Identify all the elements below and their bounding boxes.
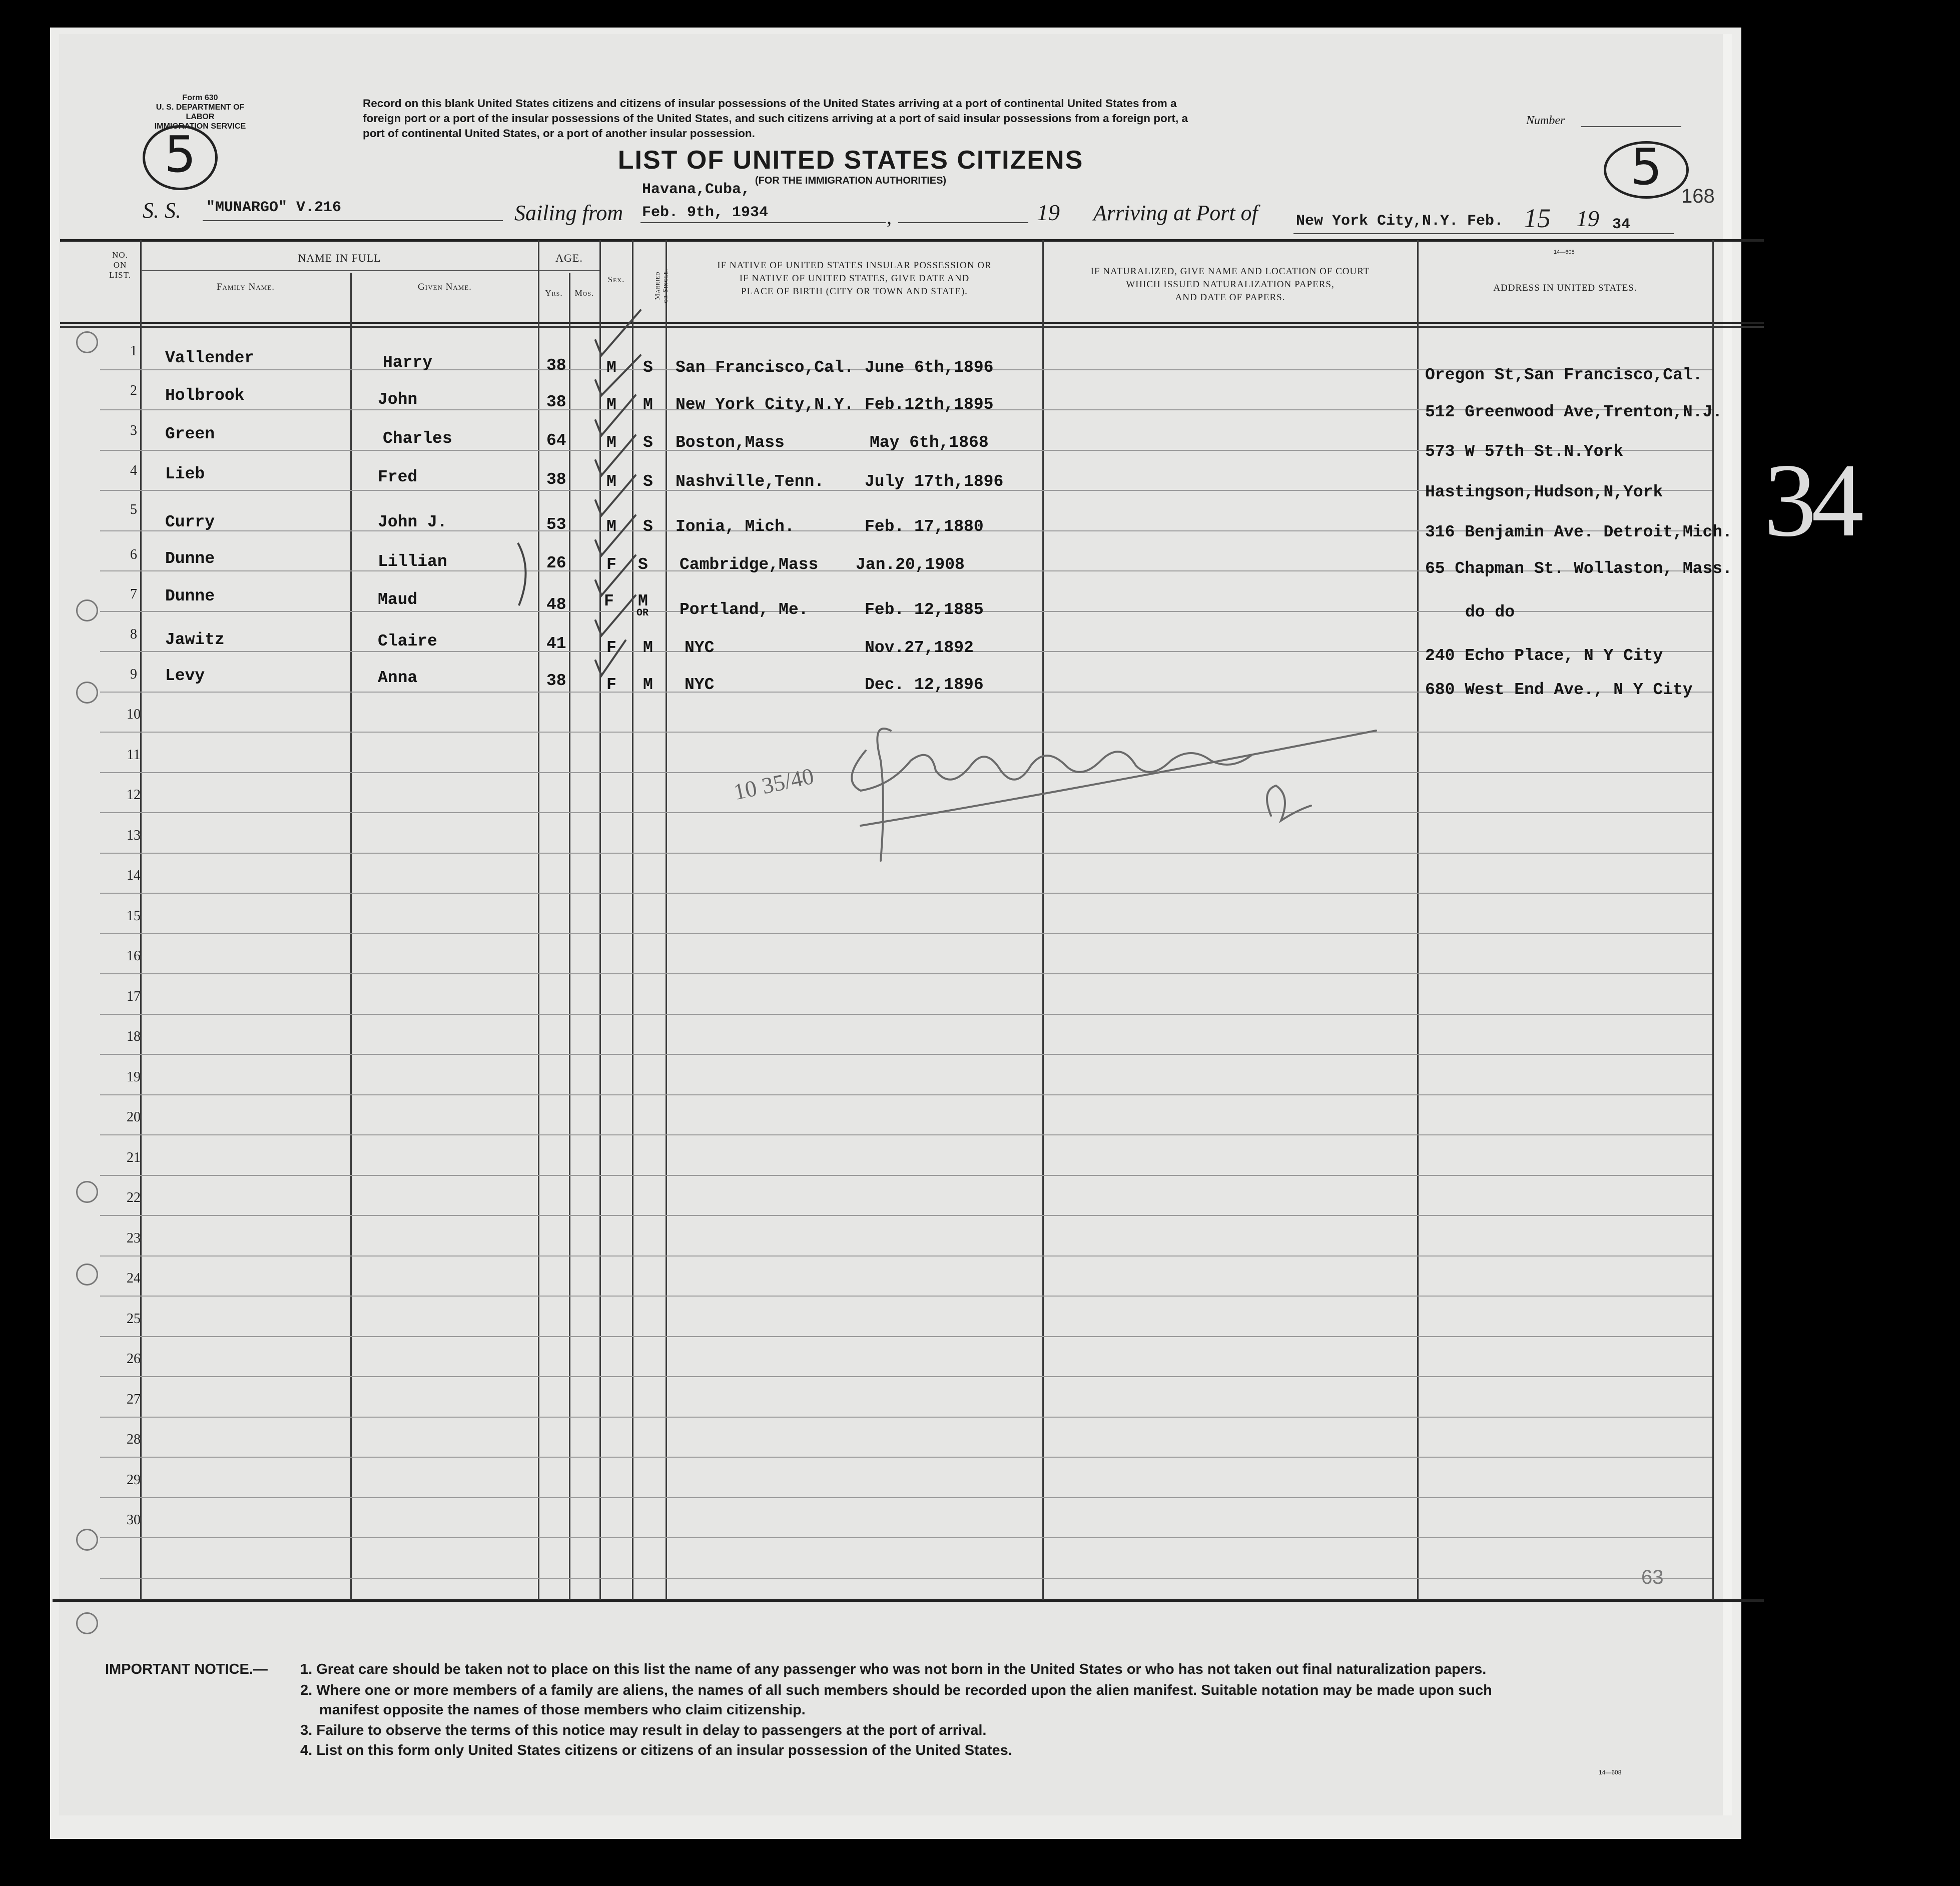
- row-number: 4: [130, 463, 137, 478]
- row-number: 27: [127, 1392, 141, 1407]
- row-number: 26: [127, 1351, 141, 1367]
- address: 240 Echo Place, N Y City: [1425, 647, 1663, 665]
- page-number: 168: [1681, 185, 1715, 207]
- given-name: Anna: [378, 669, 418, 687]
- row-rule: [100, 1094, 1712, 1095]
- birth-date: June 6th,1896: [865, 358, 994, 377]
- family-name: Curry: [165, 513, 215, 531]
- arrival-day: 15: [1524, 203, 1551, 233]
- punch-hole: [76, 599, 98, 621]
- print-code: 14—608: [1554, 249, 1575, 255]
- bracket-mark-icon: [513, 540, 538, 610]
- given-name: John: [378, 390, 418, 409]
- row-rule: [100, 1014, 1712, 1015]
- check-mark-icon: [595, 435, 635, 475]
- family-name: Lieb: [165, 465, 205, 483]
- instruction-line: foreign port or a port of the insular possessions of the United States, and such citizens arriving at a port of said insular possessions from a foreign port, a: [363, 112, 1188, 125]
- marital-status: M: [643, 395, 653, 414]
- row-rule: [100, 1376, 1712, 1377]
- age: 38: [546, 393, 566, 411]
- col-header-birth: IF NATIVE OF UNITED STATES INSULAR POSSESSION OR IF NATIVE OF UNITED STATES, GIVE DATE AND PLACE OF BIRTH (CITY OR TOWN AND STATE).: [717, 260, 992, 297]
- row-number: 17: [127, 989, 141, 1004]
- ship-line: [203, 220, 503, 221]
- table-header-rule-2: [60, 326, 1764, 328]
- age: 38: [546, 356, 566, 375]
- birth-date: Feb. 12,1885: [865, 600, 984, 619]
- handwritten-annotation: 10 35/40: [731, 763, 816, 805]
- marital-status-extra: OR: [636, 607, 649, 619]
- row-rule: [100, 1134, 1712, 1135]
- birth-date: May 6th,1868: [870, 433, 989, 452]
- given-name: Charles: [383, 429, 452, 448]
- birth-date: Jan.20,1908: [856, 555, 965, 574]
- row-rule: [100, 933, 1712, 934]
- sailing-line: [640, 222, 886, 223]
- address: do do: [1465, 603, 1515, 621]
- birth-date: July 17th,1896: [865, 472, 1004, 491]
- row-number: 8: [130, 626, 137, 642]
- col-rule: [538, 240, 539, 1600]
- bottom-page-number: 63: [1641, 1566, 1664, 1588]
- marital-status: S: [638, 555, 648, 574]
- row-number: 9: [130, 667, 137, 682]
- circled-number-left: 5: [143, 125, 218, 190]
- check-mark-icon: [595, 641, 625, 676]
- sex: M: [606, 472, 616, 491]
- row-number: 20: [127, 1109, 141, 1125]
- age: 41: [546, 635, 566, 653]
- row-rule: [100, 1497, 1712, 1498]
- sex: F: [606, 555, 616, 574]
- sex: F: [604, 592, 614, 610]
- birth-place: San Francisco,Cal.: [676, 358, 854, 377]
- age: 48: [546, 595, 566, 614]
- row-number: 2: [130, 383, 137, 398]
- address: Hastingson,Hudson,N,York: [1425, 483, 1663, 501]
- row-number: 28: [127, 1432, 141, 1447]
- check-mark-icon: [595, 475, 635, 515]
- footer-code: 14—608: [1599, 1769, 1622, 1776]
- col-header-mos: Mos.: [574, 288, 594, 298]
- row-number: 14: [127, 868, 141, 883]
- birth-date: Dec. 12,1896: [865, 676, 984, 694]
- row-rule: [100, 1296, 1712, 1297]
- row-rule: [100, 1578, 1712, 1579]
- instruction-line: port of continental United States, or a port of another insular possession.: [363, 127, 755, 140]
- col-rule: [1417, 240, 1419, 1600]
- check-marks: [560, 300, 650, 701]
- row-number: 24: [127, 1271, 141, 1286]
- year-prefix: 19: [1037, 200, 1060, 225]
- col-rule: [666, 240, 667, 1600]
- page-title: LIST OF UNITED STATES CITIZENS: [617, 146, 1084, 175]
- row-number: 6: [130, 547, 137, 562]
- given-name: Maud: [378, 590, 418, 609]
- check-mark-icon: [595, 355, 640, 395]
- col-header-naturalized: IF NATURALIZED, GIVE NAME AND LOCATION OF COURT WHICH ISSUED NATURALIZATION PAPERS, AND DATE OF PAPERS.: [1090, 266, 1370, 303]
- arriving-label: Arriving at Port of: [1093, 201, 1258, 225]
- family-name: Levy: [165, 667, 205, 685]
- family-name: Dunne: [165, 549, 215, 568]
- age: 26: [546, 554, 566, 572]
- check-mark-icon: [595, 595, 635, 636]
- arrival-year-prefix: 19: [1576, 206, 1599, 231]
- row-rule: [100, 1336, 1712, 1337]
- row-rule: [100, 893, 1712, 894]
- manifest-sheet: [59, 34, 1723, 1815]
- number-line: [1581, 126, 1681, 127]
- col-header-yrs: Yrs.: [545, 288, 563, 298]
- address: 512 Greenwood Ave,Trenton,N.J.: [1425, 403, 1723, 421]
- col-header-name: NAME IN FULL: [298, 252, 381, 264]
- col-header-family: Family Name.: [217, 282, 275, 292]
- check-mark-icon: [595, 395, 635, 435]
- row-number: 12: [127, 787, 141, 803]
- age: 53: [546, 515, 566, 534]
- check-mark-icon: [595, 310, 640, 355]
- col-header-no: NO. ON LIST.: [109, 250, 131, 280]
- given-name: Harry: [383, 353, 433, 372]
- punch-hole: [76, 1529, 98, 1551]
- given-name: Fred: [378, 468, 418, 486]
- family-name: Green: [165, 425, 215, 443]
- marital-status: S: [643, 472, 653, 491]
- birth-place: Ionia, Mich.: [676, 517, 795, 536]
- sex: M: [606, 517, 616, 536]
- row-number: 7: [130, 586, 137, 602]
- form-number: Form 630: [182, 94, 218, 102]
- arrival-line: [1293, 233, 1674, 234]
- row-number: 1: [130, 343, 137, 359]
- address: Oregon St,San Francisco,Cal.: [1425, 366, 1703, 384]
- age: 38: [546, 672, 566, 690]
- sailing-label: Sailing from: [514, 201, 623, 225]
- punch-hole: [76, 1264, 98, 1286]
- col-rule: [1042, 240, 1044, 1600]
- birth-place: Boston,Mass: [676, 433, 785, 452]
- row-rule: [100, 1054, 1712, 1055]
- date-blank-line: [898, 222, 1028, 223]
- comma-sep: ,: [887, 206, 892, 228]
- col-header-address: ADDRESS IN UNITED STATES.: [1493, 283, 1637, 293]
- row-rule: [100, 1417, 1712, 1418]
- birth-place: NYC: [685, 676, 715, 694]
- row-number: 30: [127, 1512, 141, 1528]
- age: 64: [546, 431, 566, 450]
- punch-hole: [76, 1612, 98, 1634]
- row-number: 23: [127, 1230, 141, 1246]
- col-header-married: Married or Single.: [654, 268, 670, 303]
- department: U. S. DEPARTMENT OF LABOR: [156, 103, 245, 121]
- arrival-year: 34: [1612, 216, 1631, 233]
- notice-item-1: 1. Great care should be taken not to place on this list the name of any passenger who was not born in the United States or who has not taken out final naturalization papers.: [300, 1661, 1487, 1677]
- birth-place: NYC: [685, 639, 715, 657]
- family-name: Holbrook: [165, 386, 245, 405]
- marital-status: M: [643, 676, 653, 694]
- col-header-age: AGE.: [555, 252, 583, 264]
- birth-place: Portland, Me.: [680, 600, 809, 619]
- row-rule: [100, 1175, 1712, 1176]
- row-number: 21: [127, 1150, 141, 1165]
- row-number: 18: [127, 1029, 141, 1044]
- row-number: 11: [127, 747, 141, 763]
- instruction-line: Record on this blank United States citizens and citizens of insular possessions of the United States arriving at a port of continental United States from a: [363, 97, 1177, 110]
- row-rule: [100, 973, 1712, 974]
- row-number: 3: [130, 423, 137, 438]
- marital-status: S: [643, 433, 653, 452]
- row-number: 13: [127, 828, 141, 843]
- sailing-date: Feb. 9th, 1934: [642, 204, 769, 221]
- address: 680 West End Ave., N Y City: [1425, 681, 1693, 699]
- name-group-rule: [141, 270, 538, 271]
- table-bottom-rule: [53, 1599, 1764, 1602]
- sex: M: [606, 358, 616, 377]
- sex: M: [606, 395, 616, 414]
- row-rule: [100, 1457, 1712, 1458]
- notice-item-3: 3. Failure to observe the terms of this notice may result in delay to passengers at the port of arrival.: [300, 1722, 987, 1738]
- ship-name: "MUNARGO" V.216: [206, 199, 342, 216]
- row-rule: [100, 1537, 1712, 1538]
- punch-hole: [76, 1181, 98, 1203]
- age: 38: [546, 470, 566, 489]
- row-number: 16: [127, 948, 141, 964]
- marital-status: M: [638, 592, 648, 610]
- row-number: 25: [127, 1311, 141, 1327]
- birth-date: Feb. 17,1880: [865, 517, 984, 536]
- col-rule: [1712, 240, 1714, 1600]
- birth-date: Nov.27,1892: [865, 639, 974, 657]
- col-header-sex: Sex.: [607, 275, 625, 284]
- table-header-rule: [60, 322, 1764, 324]
- table-top-rule: [60, 239, 1764, 242]
- punch-hole: [76, 682, 98, 704]
- row-number: 22: [127, 1190, 141, 1205]
- check-mark-icon: [595, 555, 635, 595]
- birth-date: Feb.12th,1895: [865, 395, 994, 414]
- instructions: [363, 96, 1188, 141]
- family-name: Jawitz: [165, 631, 225, 649]
- row-number: 10: [127, 707, 141, 722]
- given-name: Lillian: [378, 552, 447, 571]
- row-number: 19: [127, 1069, 141, 1085]
- given-name: John J.: [378, 513, 447, 531]
- punch-hole: [76, 331, 98, 353]
- circled-number-right: 5: [1604, 141, 1689, 199]
- family-name: Vallender: [165, 349, 255, 367]
- sex: F: [606, 676, 616, 694]
- col-header-given: Given Name.: [418, 282, 472, 292]
- page-subtitle: (FOR THE IMMIGRATION AUTHORITIES): [755, 175, 947, 186]
- birth-place: Nashville,Tenn.: [676, 472, 825, 491]
- age-group-rule: [539, 270, 599, 271]
- row-number: 29: [127, 1472, 141, 1488]
- address: 65 Chapman St. Wollaston, Mass.: [1425, 559, 1732, 578]
- row-rule: [100, 1215, 1712, 1216]
- ss-label: S. S.: [143, 198, 181, 223]
- address: 573 W 57th St.N.York: [1425, 442, 1624, 461]
- side-number: 34: [1764, 442, 1859, 558]
- row-number: 5: [130, 502, 137, 517]
- birth-place: New York City,N.Y.: [676, 395, 854, 414]
- inspector-signature-icon: [721, 701, 1421, 891]
- row-rule: [100, 1255, 1712, 1256]
- notice-item-4: 4. List on this form only United States citizens or citizens of an insular possession of the United States.: [300, 1742, 1012, 1758]
- col-rule: [350, 273, 352, 1600]
- notice-item-2: 2. Where one or more members of a family are aliens, the names of all such members should be recorded upon the alien manifest. Suitable notation may be made upon such: [300, 1682, 1492, 1698]
- address: 316 Benjamin Ave. Detroit,Mich.: [1425, 523, 1732, 541]
- arrival-port: New York City,N.Y. Feb.: [1296, 213, 1504, 230]
- notice-heading: IMPORTANT NOTICE.—: [105, 1661, 268, 1677]
- marital-status: S: [643, 358, 653, 377]
- check-mark-icon: [595, 515, 635, 555]
- marital-status: M: [643, 639, 653, 657]
- sailing-port: Havana,Cuba,: [642, 181, 751, 198]
- given-name: Claire: [378, 632, 437, 651]
- notice-item-2-cont: manifest opposite the names of those members who claim citizenship.: [319, 1702, 806, 1718]
- row-number: 15: [127, 908, 141, 924]
- marital-status: S: [643, 517, 653, 536]
- service: IMMIGRATION SERVICE: [154, 122, 246, 131]
- birth-place: Cambridge,Mass: [680, 555, 819, 574]
- family-name: Dunne: [165, 587, 215, 605]
- sex: M: [606, 433, 616, 452]
- number-label: Number: [1526, 114, 1565, 127]
- sex: F: [606, 639, 616, 657]
